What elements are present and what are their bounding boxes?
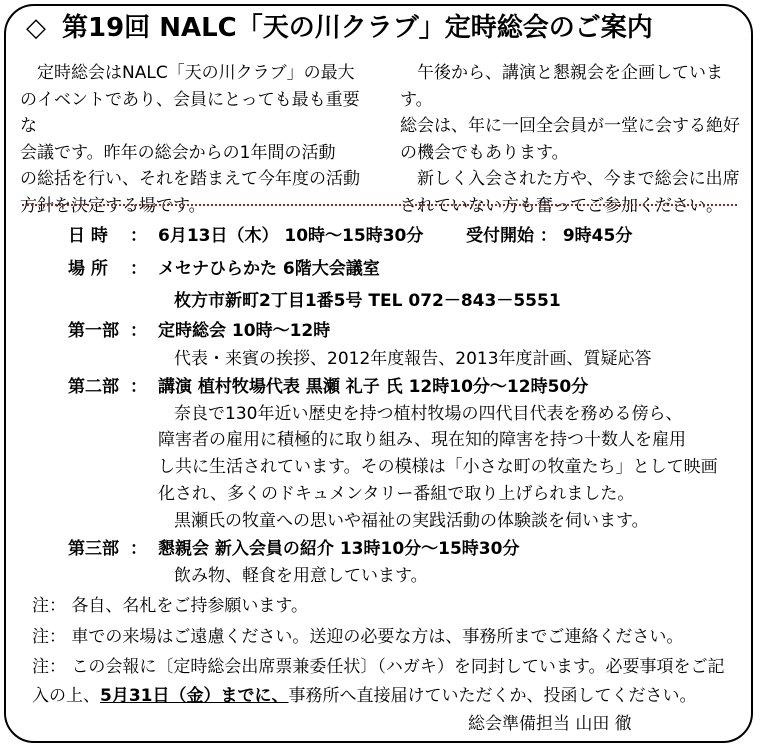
part1-label: 第一部 [68, 321, 119, 341]
part3-label: 第三部 [68, 539, 119, 559]
diamond-icon: ◇ [26, 13, 46, 43]
place-address: 枚方市新町2丁目1番5号 TEL 072－843－5551 [174, 291, 561, 311]
intro-right-line: 新しく入会された方や、今まで総会に出席 [417, 169, 740, 190]
note-item: 注： 車での来場はご遠慮ください。送迎の必要な方は、事務所までご連絡ください。 [32, 627, 684, 647]
part2-value: 講演 植村牧場代表 黒瀬 礼子 氏 12時10分～12時50分 [158, 377, 589, 397]
note-cont-before: 入の上、 [32, 686, 100, 706]
intro-right-line: 午後から、講演と懇親会を企画しています。 [400, 63, 723, 110]
part2-detail-line: し共に生活されています。その模様は「小さな町の牧童たち」として映画 [158, 457, 718, 477]
intro-right-line: 総会は、年に一回全会員が一堂に会する絶好 [400, 116, 740, 137]
intro-left-line: の総括を行い、それを踏まえて今年度の活動 [20, 169, 360, 190]
intro-left-column [20, 60, 370, 220]
part3-value: 懇親会 新入会員の紹介 13時10分～15時30分 [158, 539, 520, 559]
note-cont-after: 事務所へ直接届けていただくか、投函してください。 [288, 686, 697, 706]
part2-detail-line: 化され、多くのドキュメンタリー番組で取り上げられました。 [158, 484, 635, 504]
title-text: 第19回 NALC「天の川クラブ」定時総会のご案内 [62, 13, 653, 43]
part2-detail-line: 奈良で130年近い歴史を持つ植村牧場の四代目代表を務める傍ら、 [174, 404, 683, 424]
notice-title [26, 10, 653, 46]
part2-colon: ： [130, 377, 147, 397]
date-value: 6月13日（木） 10時～15時30分 [158, 226, 424, 246]
intro-right-line: の機会でもあります。 [400, 142, 569, 163]
part2-label: 第二部 [68, 377, 119, 397]
place-colon: ： [130, 259, 147, 279]
intro-right-column [400, 60, 745, 220]
intro-left-line: 会議です。昨年の総会からの1年間の活動 [20, 142, 336, 163]
part2-detail-line: 障害者の雇用に積極的に取り組み、現在知的障害を持つ十数人を雇用 [158, 430, 687, 450]
intro-right-line: されていない方も奮ってご参加ください。 [400, 195, 723, 216]
intro-left-line: のイベントであり、会員にとっても最も重要な [20, 89, 360, 137]
signature: 総会準備担当 山田 徹 [468, 714, 632, 734]
part2-detail-line: 黒瀬氏の牧童への思いや福祉の実践活動の体験談を伺います。 [174, 511, 649, 531]
part1-colon: ： [130, 321, 147, 341]
note-deadline: 5月31日（金）までに、 [100, 686, 289, 706]
date-colon: ： [130, 226, 147, 246]
intro-left-line: 方針を決定する場です。 [20, 195, 206, 216]
note-continuation [32, 684, 697, 708]
place-value: メセナひらかた 6階大会議室 [158, 259, 380, 279]
part3-colon: ： [130, 539, 147, 559]
part1-value: 定時総会 10時～12時 [158, 321, 331, 341]
reception-time: 受付開始 ： 9時45分 [466, 226, 633, 246]
part3-detail: 飲み物、軽食を用意しています。 [174, 566, 428, 586]
intro-left-line: 定時総会はNALC「天の川クラブ」の最大 [37, 63, 355, 83]
date-label: 日 時 [68, 226, 108, 246]
part1-detail: 代表・来賓の挨拶、2012年度報告、2013年度計画、質疑応答 [174, 349, 652, 369]
dotted-divider [22, 204, 737, 206]
note-item: 注： 各自、名札をご持参願います。 [32, 596, 309, 616]
place-label: 場 所 [68, 259, 108, 279]
note-item: 注： この会報に〔定時総会出席票兼委任状〕（ハガキ）を同封しています。必要事項をご記 [32, 657, 725, 677]
